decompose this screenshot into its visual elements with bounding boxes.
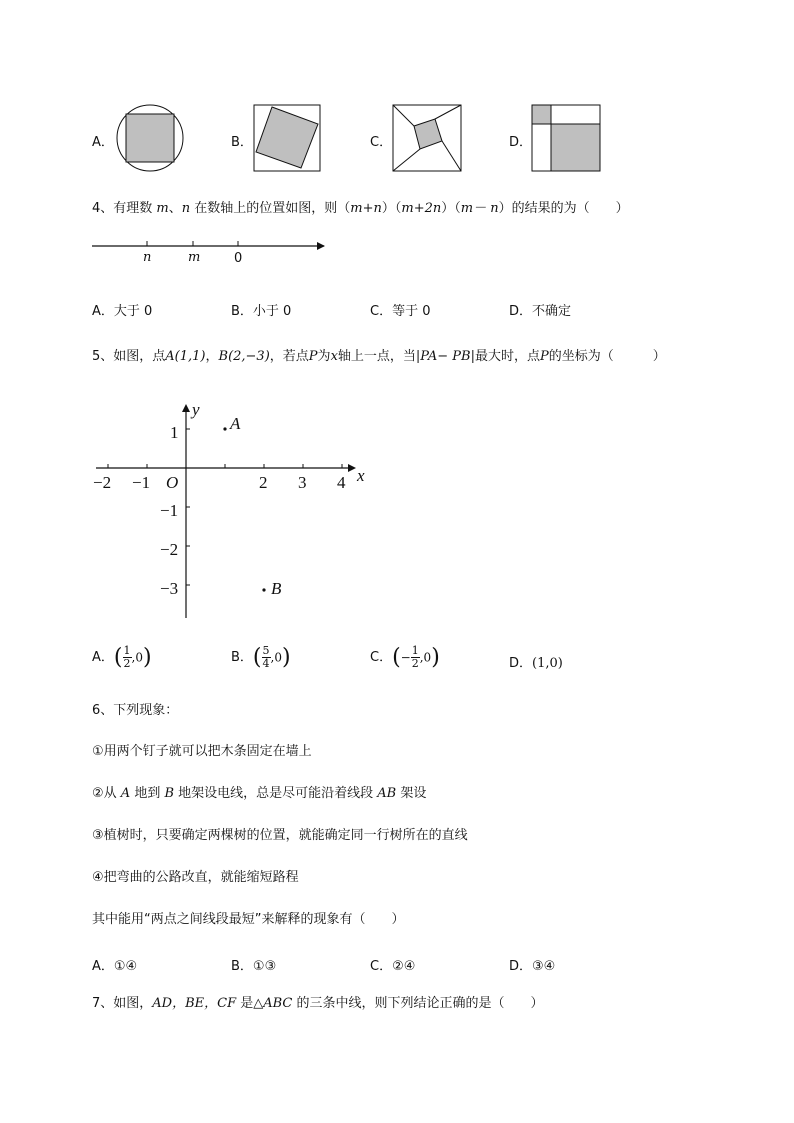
q6-option-c: C．②④ (370, 959, 416, 974)
y-tick-1: 1 (170, 423, 179, 442)
number-line (92, 238, 332, 254)
q3-option-d-label: D． (509, 135, 533, 150)
q7-stem: 7、如图，AD，BE，CF 是△ABC 的三条中线，则下列结论正确的是（ ） (92, 996, 544, 1011)
q5-option-d: D．(1,0) (509, 656, 563, 671)
q6-question: 其中能用“两点之间线段最短”来解释的现象有（ ） (92, 912, 405, 927)
y-axis-label: y (192, 400, 200, 419)
number-line-label-zero: 0 (234, 251, 243, 266)
q5-option-b: B．( $\frac{5}{4}$ ,0) (231, 644, 291, 670)
x-tick-3: 3 (298, 473, 307, 492)
q4-option-b: B．小于 0 (231, 304, 292, 319)
q5-option-c: C．(− $\frac{1}{2}$ ,0) (370, 644, 440, 670)
q6-item-1: ①用两个钉子就可以把木条固定在墙上 (92, 744, 312, 759)
x-tick-2: 2 (259, 473, 268, 492)
point-a-label: A (230, 414, 241, 433)
q4-option-a: A．大于 0 (92, 304, 153, 319)
pinwheel-square-figure (392, 104, 462, 172)
q6-item-4: ④把弯曲的公路改直，就能缩短路程 (92, 870, 299, 885)
square-in-square-figure (253, 104, 321, 172)
y-tick-minus-3: −3 (160, 579, 179, 598)
q4-stem: 4、有理数 m、n 在数轴上的位置如图，则（m+n）（m+2n）（m－ n）的结果的为（ ） (92, 201, 629, 216)
q6-option-a: A．①④ (92, 959, 138, 974)
q6-item-3: ③植树时，只要确定两棵树的位置，就能确定同一行树所在的直线 (92, 828, 468, 843)
q6-option-d: D．③④ (509, 959, 556, 974)
x-axis-label: x (357, 466, 365, 485)
y-tick-minus-1: −1 (160, 501, 179, 520)
number-line-label-m: m (188, 250, 201, 265)
y-tick-minus-2: −2 (160, 540, 179, 559)
q4-option-d: D．不确定 (509, 304, 572, 319)
q6-item-2: ②从 A 地到 B 地架设电线，总是尽可能沿着线段 AB 架设 (92, 786, 427, 801)
x-tick-minus-2: −2 (93, 473, 112, 492)
x-tick-4: 4 (337, 473, 346, 492)
number-line-label-n: n (143, 250, 152, 265)
q5-stem: 5、如图，点A(1,1)，B(2,−3)，若点P为x轴上一点，当|PA− PB|最大时，点P的坐标为（ ） (92, 349, 666, 364)
q4-option-c: C．等于 0 (370, 304, 431, 319)
q5-option-a: A．( $\frac{1}{2}$ ,0) (92, 644, 152, 670)
q6-stem: 6、下列现象： (92, 703, 179, 718)
point-b-label: B (271, 579, 282, 598)
q3-option-a-label: A． (92, 135, 114, 150)
q3-option-b-label: B． (231, 135, 253, 150)
q6-option-b: B．①③ (231, 959, 277, 974)
origin-label: O (166, 473, 179, 492)
q3-option-c-label: C． (370, 135, 393, 150)
x-tick-minus-1: −1 (132, 473, 151, 492)
circle-with-square-figure (114, 103, 186, 173)
split-square-figure (531, 104, 601, 172)
